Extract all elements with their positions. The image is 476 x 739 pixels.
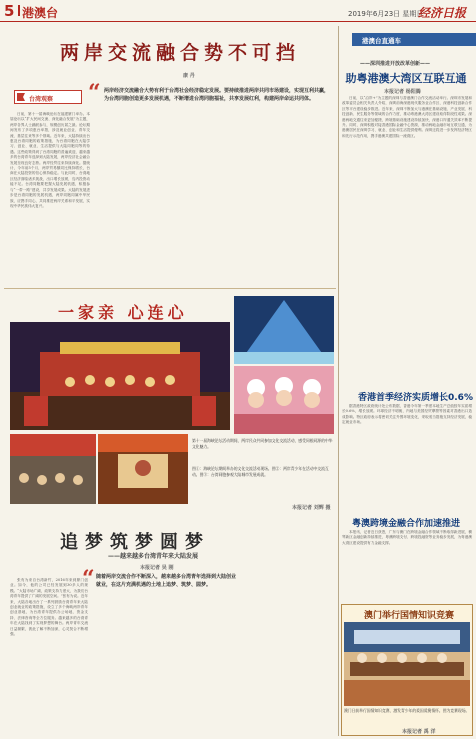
right-article-text: 日前，以“沿岸+”为主题的深圳与香港澳门合作交流活动举行。深圳市发展和改革委员会相关负责人介绍，深圳前海深港现代服务业合作区、深港科技创新合作区等平台建设稳步推进。近年来，深圳不断加大与港澳在基础设施、产业发展、科技创新、民生服务等领域的合作力度，推动粤港澳大湾区建设取得阶段性成果。深港两地交通往来更加便捷，跨境基础设施建设持续加快，深港口岸通关效率不断提升。同时，深圳积极对接香港国际金融中心资源，推动两地金融市场互联互通，为港澳居民在深圳学习、就业、创业和生活提供便利。深圳还将进一步发挥经济特区和先行示范作用，携手港澳共建国际一流湾区。 [342,96,472,138]
hk-economy-text: 据香港特区政府统计处公布数据，香港今年第一季度本地生产总值按年实质增长0.6%，增长放缓。环球经济不明朗，内地与美国经贸摩擦等因素对香港出口造成影响。特区政府表示将密切关注外围环境变化，采取适当措施支持经济发展，稳定就业市场。 [342,404,472,425]
bottom-article-col4 [254,578,334,734]
right-column-tag[interactable]: 港澳台直通车 [352,33,476,46]
hk-economy-body [342,404,472,508]
macau-quiz-photo[interactable] [344,622,470,706]
column-divider [338,26,339,736]
masthead-logo: 经济日报 [418,6,467,20]
section-name[interactable]: 港澳台 [22,6,59,20]
main-article-body: 日前，第十一届海峡论坛在福建厦门举办。本届论坛以“扩大民间交流、深化融合发展”为主题，两岸各界人士踊跃参与，规模创历届之最。论坛期间发布了多项惠台举措，涉及就业创业、青年交流、基层往来等多个领域。近年来，大陆持续出台惠及台湾同胞的政策措施，为台湾同胞在大陆学习、创业、就业、生活提供与大陆同胞同等的待遇。这些政策得到了台湾同胞的普遍欢迎，越来越多的台湾青年选择到大陆发展，两岸经济社会融合发展呈现良好态势。两岸经贸往来持续深化。据统计，今年前5个月，两岸贸易额同比保持增长，台商在大陆投资的信心保持稳定。与此同时，台湾地区经济面临诸多挑战，出口增长放缓，岛内投资动能不足。台湾同胞要把握大陆发展机遇，积极参与“一带一路”建设，共享发展成果。大陆的发展进步是台湾同胞的发展机遇，两岸同胞同属中华民族，应携手同心，共同推进两岸关系和平发展，实现中华民族伟大复兴。 [10,112,90,208]
photo-feature-credit: 本报记者 刘辉 摄 [292,505,331,511]
main-article-col1 [10,112,90,282]
hk-economy-title[interactable]: 香港首季经济实质增长0.6% [358,393,473,403]
macau-quiz-title[interactable]: 澳门举行国情知识竞赛 [364,611,455,621]
main-article-lede: 两岸经济交流融合大势有利于台湾社会经济稳定发展。要持续推进两岸共同市场建设，实现互利共赢，为台湾同胞创造更多发展机遇，不断增进台湾同胞福祉，共享发展红利，构建两岸命运共同体。 [104,88,330,102]
photo-street-event[interactable] [10,434,96,504]
bottom-article-title[interactable]: 追梦筑梦圆梦 [60,532,210,553]
issue-date [348,9,423,19]
bottom-article-subtitle: ——越来越多台湾青年来大陆发展 [108,553,199,560]
column-ribbon [14,90,82,108]
right-article-author: 本报记者 杨阳腾 [384,89,421,95]
main-article-col4 [252,112,332,282]
main-article-author: 康 丹 [183,73,195,79]
bottom-article-body: 张有为来自台湾新竹，2016年来到厦门创业。如今，他的公司已经发展到30多人的规模。“大陆市场广阔，政策支持力度大，为我们台湾青年提供了广阔的发展空间。”张有为说。近年来，大陆各地出台了一系列鼓励台湾青年来大陆创业就业的政策措施，设立了多个海峡两岸青年创业基地，为台湾青年提供办公场地、资金支持、法律咨询等全方位服务。越来越多的台湾青年在大陆找到了实现梦想的舞台。两岸青年交流日益频繁，彼此了解不断加深，心灵契合不断增强。 [10,578,88,637]
photo-stage-show[interactable] [234,296,334,364]
photo-cultural-booth[interactable] [98,434,188,504]
photo-feature-title[interactable]: 一家亲 心连心 [58,303,188,322]
gd-macau-finance-title[interactable]: 粤澳跨境金融合作加速推进 [352,519,461,529]
right-article-subtitle: ——深圳推进开放改革创新—— [360,61,431,67]
weekday-text: 星期日 [402,10,424,18]
date-text: 2019年6月23日 [348,10,401,18]
right-article-title[interactable]: 助粤港澳大湾区互联互通 [345,72,467,85]
macau-quiz-credit: 本报记者 禹 洋 [402,729,436,735]
right-article-body [342,96,472,386]
photo-performance-stage[interactable] [10,322,230,430]
macau-quiz-caption: 澳门日前举行国情知识竞赛，激发青少年的爱国爱澳情怀。图为竞赛现场。 [344,708,470,713]
photo-youth-group[interactable] [234,366,334,434]
quote-mark-icon: “ [88,80,101,106]
bottom-article-lede: 随着两岸交流合作不断深入，越来越多台湾青年选择到大陆创业就业，在这片充满机遇的土地上追梦、筑梦、圆梦。 [96,574,237,588]
bottom-article-author: 本报记者 吴 刚 [140,565,174,571]
main-article-col3 [172,130,250,282]
bottom-article-col1 [10,578,88,734]
ribbon-flag-icon [17,93,25,101]
ribbon-label: 台湾观察 [14,90,82,104]
bottom-article-col2 [92,608,170,734]
gd-macau-finance-text: 本报讯，记者近日获悉，广东与澳门在跨境金融合作领域不断取得新进展，横琴新区金融创新持续推进，粤澳跨境支付、跨境投融资等业务稳步发展，为粤港澳大湾区建设提供有力金融支撑。 [342,530,472,545]
bottom-article-col3 [172,578,250,734]
photo-feature-caption-right: 图①：海峡论坛期间举办的文化交流活动现场。图②：两岸青少年在活动中交流互动。图③：台湾同胞参观大陆城市发展成就。 [192,466,329,477]
page-number: 5 [4,2,15,20]
quote-mark-icon: “ [82,566,95,592]
gd-macau-finance-body [342,530,472,600]
main-article-col2 [92,130,170,282]
photo-feature-caption-left: 第十一届海峡论坛活动期间，两岸民众共同参加文化交流活动，感受同根同源的中华文化魅力。 [192,438,333,449]
main-article-title[interactable]: 两岸交流融合势不可挡 [59,42,300,64]
